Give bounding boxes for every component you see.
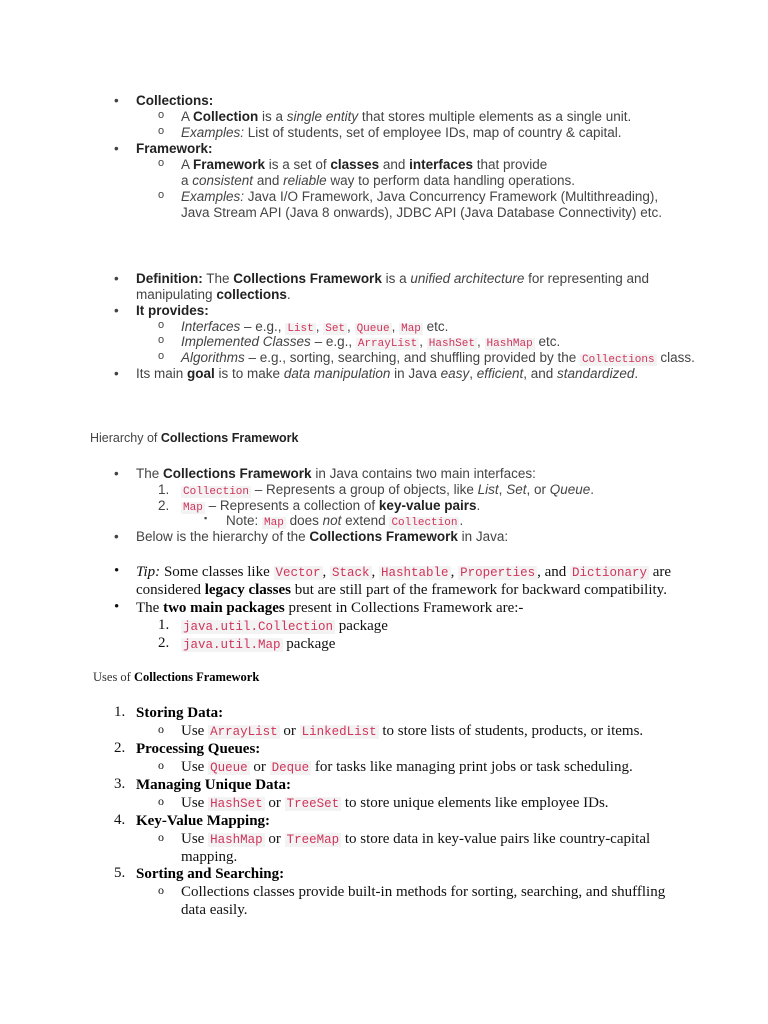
- collection-examples: Examples: List of students, set of employee IDs, map of country & capital.: [181, 125, 622, 140]
- interface-collection: Collection – Represents a group of objects, like List, Set, or Queue.: [183, 482, 595, 498]
- bullet-circle: o: [158, 334, 165, 346]
- use-processing-queues-desc: Use Queue or Deque for tasks like managing print jobs or task scheduling.: [181, 759, 633, 775]
- bullet-disc: •: [114, 141, 119, 156]
- bullet-circle: o: [158, 125, 165, 137]
- list-number: 3.: [114, 776, 126, 792]
- framework-definition: A Framework is a set of classes and interfaces that provide: [181, 157, 548, 172]
- bullet-circle: o: [158, 319, 165, 331]
- provides-algorithms: Algorithms – e.g., sorting, searching, and shuffling provided by the Collections class.: [181, 350, 695, 366]
- bullet-circle: o: [158, 794, 164, 808]
- map-note: Note: Map does not extend Collection .: [226, 513, 464, 529]
- use-key-value: Key-Value Mapping:: [136, 813, 271, 829]
- use-processing-queues: Processing Queues:: [136, 741, 261, 757]
- definition-line-cont: manipulating collections.: [136, 287, 291, 302]
- list-number: 4.: [114, 812, 126, 828]
- bullet-circle: o: [158, 758, 164, 772]
- bullet-circle: o: [158, 189, 165, 201]
- list-number: 1.: [158, 617, 170, 633]
- bullet-disc: •: [114, 563, 120, 579]
- package-collection: java.util.Collection package: [183, 618, 388, 634]
- provides-label: It provides:: [136, 303, 209, 318]
- framework-examples: Examples: Java I/O Framework, Java Concurrency Framework (Multithreading),: [181, 189, 659, 204]
- bullet-circle: o: [158, 350, 165, 362]
- framework-label: Framework:: [136, 141, 213, 156]
- use-sorting-searching-desc: Collections classes provide built-in methods for sorting, searching, and shuffling: [181, 884, 666, 900]
- bullet-circle: o: [158, 883, 164, 897]
- bullet-circle: o: [158, 722, 164, 736]
- hierarchy-intro: The Collections Framework in Java contains two main interfaces:: [136, 466, 536, 481]
- bullet-circle: o: [158, 109, 165, 121]
- tip-line-cont: considered legacy classes but are still part of the framework for backward compatibility.: [136, 582, 667, 598]
- hierarchy-below: Below is the hierarchy of the Collections Framework in Java:: [136, 529, 509, 544]
- tip-line: Tip: Some classes like Vector , Stack , Hashtable , Properties , and Dictionary are: [136, 564, 672, 580]
- use-unique-data: Managing Unique Data:: [136, 777, 292, 793]
- use-key-value-desc-cont: mapping.: [181, 849, 238, 865]
- use-storing-data: Storing Data:: [136, 705, 224, 721]
- packages-line: The two main packages present in Collections Framework are:-: [136, 600, 524, 616]
- interface-map: Map – Represents a collection of key-value pairs.: [183, 498, 481, 514]
- framework-definition-cont: a consistent and reliable way to perform data handling operations.: [181, 173, 576, 188]
- collections-label: Collections:: [136, 93, 214, 108]
- bullet-circle: o: [158, 830, 164, 844]
- list-number: 2.: [158, 498, 170, 513]
- use-sorting-searching-desc-cont: data easily.: [181, 902, 248, 918]
- uses-heading: Uses of Collections Framework: [93, 670, 260, 684]
- bullet-disc: •: [114, 529, 119, 544]
- definition-line: Definition: The Collections Framework is a unified architecture for representing and: [136, 271, 650, 286]
- list-number: 5.: [114, 865, 126, 881]
- use-key-value-desc: Use HashMap or TreeMap to store data in key-value pairs like country-capital: [181, 831, 651, 847]
- bullet-circle: o: [158, 157, 165, 169]
- goal-line: Its main goal is to make data manipulation in Java easy, efficient, and standardized.: [136, 366, 639, 381]
- bullet-disc: •: [114, 366, 119, 381]
- use-unique-data-desc: Use HashSet or TreeSet to store unique elements like employee IDs.: [181, 795, 609, 811]
- hierarchy-heading: Hierarchy of Collections Framework: [90, 431, 299, 445]
- bullet-square: ▪: [204, 513, 208, 523]
- list-number: 1.: [158, 482, 170, 497]
- package-map: java.util.Map package: [183, 636, 336, 652]
- provides-classes: Implemented Classes – e.g., ArrayList , HashSet , HashMap etc.: [181, 334, 561, 350]
- list-number: 2.: [114, 740, 126, 756]
- bullet-disc: •: [114, 271, 119, 286]
- provides-interfaces: Interfaces – e.g., List , Set , Queue , Map etc.: [181, 319, 449, 335]
- collection-definition: A Collection is a single entity that stores multiple elements as a single unit.: [181, 109, 632, 124]
- framework-examples-cont: Java Stream API (Java 8 onwards), JDBC API (Java Database Connectivity) etc.: [181, 205, 662, 220]
- use-sorting-searching: Sorting and Searching:: [136, 866, 285, 882]
- bullet-disc: •: [114, 93, 119, 108]
- bullet-disc: •: [114, 466, 119, 481]
- bullet-disc: •: [114, 303, 119, 318]
- list-number: 2.: [158, 635, 170, 651]
- list-number: 1.: [114, 704, 126, 720]
- bullet-disc: •: [114, 599, 120, 615]
- use-storing-data-desc: Use ArrayList or LinkedList to store lists of students, products, or items.: [181, 723, 644, 739]
